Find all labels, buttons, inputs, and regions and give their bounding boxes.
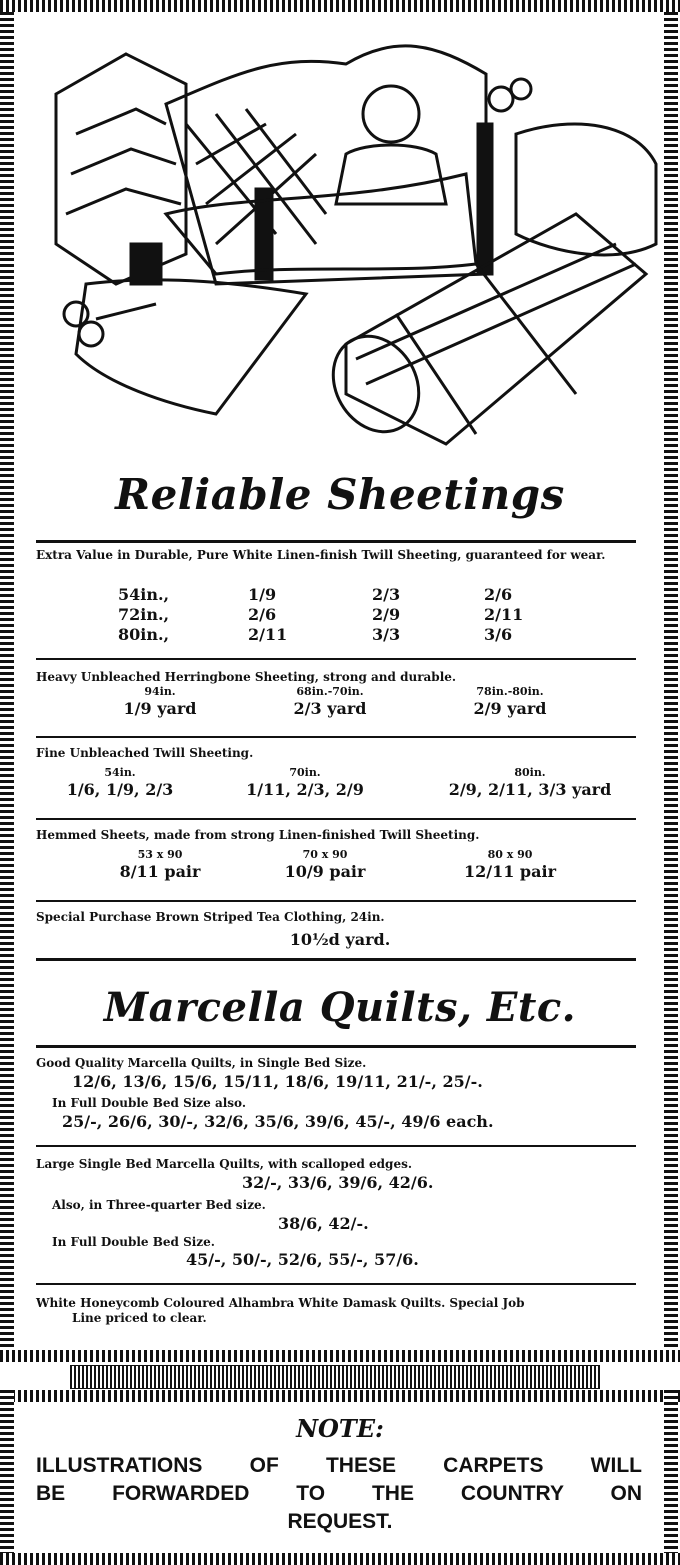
twill-description xyxy=(36,548,636,563)
double-bed-prices: 25/-, 26/6, 30/-, 32/6, 35/6, 39/6, 45/-, 49/6 each. xyxy=(62,1112,494,1131)
size-label: 53 x 90 xyxy=(137,848,183,861)
divider xyxy=(36,1283,636,1285)
twill-price: 2/6 xyxy=(484,585,513,604)
twill-size: 54in., xyxy=(118,585,170,604)
size-label: 68in.-70in. xyxy=(296,685,364,698)
size-label: 54in. xyxy=(104,766,136,779)
fine-twill-description: Fine Unbleached Twill Sheeting. xyxy=(36,746,254,760)
size-label: 94in. xyxy=(144,685,176,698)
twill-price: 2/11 xyxy=(484,605,524,624)
note-line-1: ILLUSTRATIONS OF THESE CARPETS WILL xyxy=(36,1454,642,1477)
price-value: 2/3 yard xyxy=(293,699,367,718)
twill-price: 3/3 xyxy=(372,625,401,644)
tea-clothing-description: Special Purchase Brown Striped Tea Clothing, 24in. xyxy=(36,910,385,924)
herringbone-col xyxy=(80,685,240,719)
good-quality-description: Good Quality Marcella Quilts, in Single Bed Size. xyxy=(36,1056,367,1070)
note-body xyxy=(36,1452,642,1508)
fine-twill-col xyxy=(215,766,395,800)
price-value: 1/9 yard xyxy=(123,699,197,718)
herringbone-col xyxy=(250,685,410,719)
fine-twill-col xyxy=(420,766,640,800)
divider xyxy=(36,818,636,820)
twill-price: 2/6 xyxy=(248,605,277,624)
size-label: 70 x 90 xyxy=(302,848,348,861)
divider xyxy=(36,658,636,660)
three-quarter-label: Also, in Three-quarter Bed size. xyxy=(52,1198,266,1212)
price-value: 2/9 yard xyxy=(473,699,547,718)
herringbone-description: Heavy Unbleached Herringbone Sheeting, strong and durable. xyxy=(36,670,457,684)
price-value: 8/11 pair xyxy=(119,862,201,881)
bedding-illustration xyxy=(16,14,666,459)
double-bed-prices: 45/-, 50/-, 52/6, 55/-, 57/6. xyxy=(186,1250,419,1269)
divider xyxy=(36,958,636,961)
twill-price: 2/11 xyxy=(248,625,288,644)
divider xyxy=(36,1145,636,1147)
hemmed-description: Hemmed Sheets, made from strong Linen-finished Twill Sheeting. xyxy=(36,828,480,842)
price-value: 1/11, 2/3, 2/9 xyxy=(246,780,364,799)
honeycomb-line-1: White Honeycomb Coloured Alhambra White Damask Quilts. Special Job xyxy=(36,1296,525,1310)
single-bed-prices: 12/6, 13/6, 15/6, 15/11, 18/6, 19/11, 21/-, 25/-. xyxy=(72,1072,483,1091)
twill-price-table xyxy=(0,586,680,646)
price-value: 1/6, 1/9, 2/3 xyxy=(66,780,174,799)
size-label: 70in. xyxy=(289,766,321,779)
large-single-prices: 32/-, 33/6, 39/6, 42/6. xyxy=(242,1173,434,1192)
fine-twill-col xyxy=(30,766,210,800)
size-label: 78in.-80in. xyxy=(476,685,544,698)
honeycomb-description xyxy=(36,1296,636,1326)
price-value: 12/11 pair xyxy=(463,862,556,881)
hemmed-col xyxy=(420,848,600,882)
separator-strip xyxy=(70,1365,600,1389)
note-top-border xyxy=(0,1390,680,1402)
three-quarter-prices: 38/6, 42/-. xyxy=(278,1214,369,1233)
quilts-heading: Marcella Quilts, Etc. xyxy=(103,984,577,1031)
double-bed-label: In Full Double Bed Size also. xyxy=(52,1096,246,1110)
twill-price: 1/9 xyxy=(248,585,277,604)
price-value: 2/9, 2/11, 3/3 yard xyxy=(448,780,612,799)
size-label: 80 x 90 xyxy=(487,848,533,861)
divider xyxy=(36,540,636,543)
herringbone-col xyxy=(420,685,600,719)
double-bed-label: In Full Double Bed Size. xyxy=(52,1235,215,1249)
twill-size: 80in., xyxy=(118,625,170,644)
price-value: 10/9 pair xyxy=(284,862,366,881)
large-single-description: Large Single Bed Marcella Quilts, with scalloped edges. xyxy=(36,1157,413,1171)
hemmed-col xyxy=(80,848,240,882)
tea-clothing-price: 10½d yard. xyxy=(289,930,391,949)
note-bottom-border xyxy=(0,1553,680,1565)
twill-description-text: Extra Value in Durable, Pure White Linen-finish Twill Sheeting, guaranteed for wear. xyxy=(36,548,606,562)
twill-price: 3/6 xyxy=(484,625,513,644)
divider xyxy=(36,900,636,902)
divider xyxy=(36,1045,636,1048)
note-line-2: BE FORWARDED TO THE COUNTRY ON xyxy=(36,1482,642,1505)
twill-price: 2/9 xyxy=(372,605,401,624)
note-title: NOTE: xyxy=(296,1414,384,1443)
size-label: 80in. xyxy=(514,766,546,779)
hemmed-col xyxy=(245,848,405,882)
divider xyxy=(36,736,636,738)
honeycomb-line-2: Line priced to clear. xyxy=(72,1311,207,1325)
twill-price: 2/3 xyxy=(372,585,401,604)
twill-size: 72in., xyxy=(118,605,170,624)
note-line-3: REQUEST. xyxy=(287,1510,393,1533)
sheetings-heading: Reliable Sheetings xyxy=(115,470,565,519)
